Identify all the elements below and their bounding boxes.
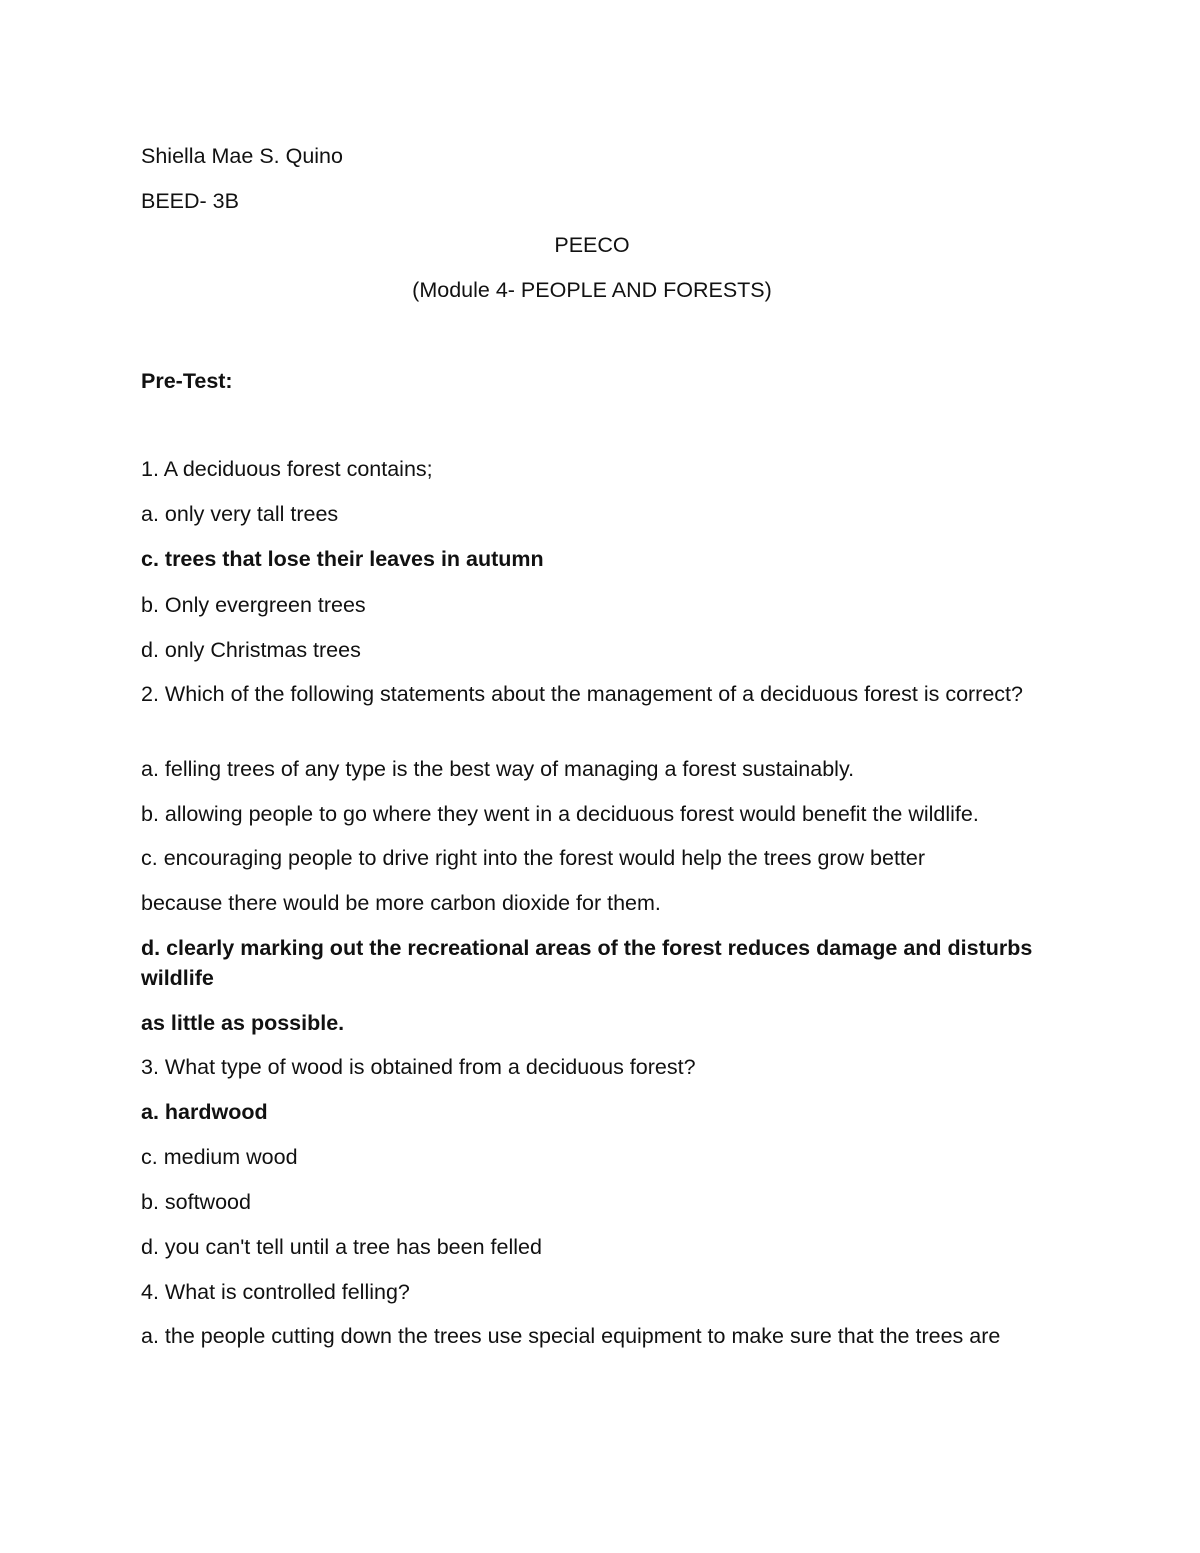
q3-option-a-answer: a. hardwood bbox=[141, 1100, 268, 1124]
q1-option-b: b. Only evergreen trees bbox=[141, 593, 366, 617]
q1-option-d: d. only Christmas trees bbox=[141, 638, 361, 662]
q1-option-c-answer: c. trees that lose their leaves in autumn bbox=[141, 547, 544, 571]
q2-option-c-continued: because there would be more carbon dioxide for them. bbox=[141, 891, 661, 915]
question-3: 3. What type of wood is obtained from a deciduous forest? bbox=[141, 1055, 696, 1079]
question-2: 2. Which of the following statements about the management of a deciduous forest is correct? bbox=[141, 682, 1023, 706]
q1-option-a: a. only very tall trees bbox=[141, 502, 339, 526]
question-1: 1. A deciduous forest contains; bbox=[141, 457, 433, 481]
q2-option-c: c. encouraging people to drive right into the forest would help the trees grow better bbox=[141, 846, 926, 870]
student-name: Shiella Mae S. Quino bbox=[141, 144, 343, 168]
q2-option-b: b. allowing people to go where they went in a deciduous forest would benefit the wildlife. bbox=[141, 802, 979, 826]
section-label: BEED- 3B bbox=[141, 189, 239, 213]
q3-option-d: d. you can't tell until a tree has been felled bbox=[141, 1235, 542, 1259]
q2-option-a: a. felling trees of any type is the best way of managing a forest sustainably. bbox=[141, 757, 855, 781]
q4-option-a: a. the people cutting down the trees use special equipment to make sure that the trees are bbox=[141, 1324, 1001, 1348]
q3-option-b: b. softwood bbox=[141, 1190, 251, 1214]
q2-option-d-answer: d. clearly marking out the recreational areas of the forest reduces damage and disturbs wildlife bbox=[141, 936, 1033, 990]
q2-option-d-continued: as little as possible. bbox=[141, 1011, 345, 1035]
pretest-heading: Pre-Test: bbox=[141, 369, 233, 393]
module-title: (Module 4- PEOPLE AND FORESTS) bbox=[412, 278, 772, 302]
q3-option-c: c. medium wood bbox=[141, 1145, 298, 1169]
question-4: 4. What is controlled felling? bbox=[141, 1280, 410, 1304]
course-title: PEECO bbox=[554, 233, 630, 257]
